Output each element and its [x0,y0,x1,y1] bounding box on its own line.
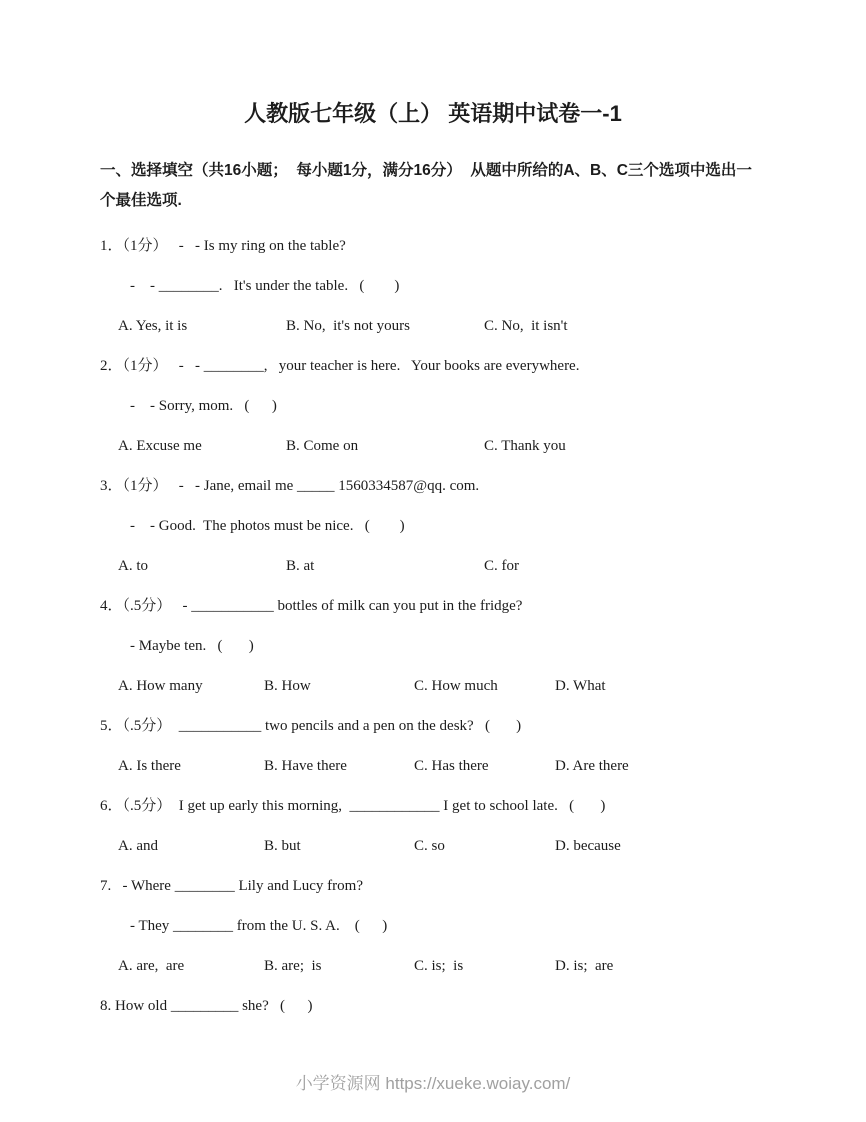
option: B. at [286,558,315,574]
option: C. for [484,558,519,574]
option: B. Have there [264,758,347,774]
question-options [100,758,766,774]
question-line: 8. How old _________ she? ( ) [100,998,313,1014]
option: C. Has there [414,758,489,774]
option: A. and [118,838,158,854]
question [100,718,766,774]
question [100,478,766,574]
option: A. Is there [118,758,181,774]
question [100,998,766,1014]
questions [100,238,766,1014]
question-line: 6．（.5分） I get up early this morning, ____________ I get to school late. ( ) [100,798,606,814]
question-options [100,318,766,334]
question [100,798,766,854]
question-line: - - ________. It's under the table. ( ) [130,278,400,294]
option: B. No, it's not yours [286,318,410,334]
question-line: 4．（.5分） - ___________ bottles of milk can you put in the fridge? [100,598,523,614]
question-line: 7. - Where ________ Lily and Lucy from? [100,878,363,894]
question-line: - Maybe ten. ( ) [130,638,254,654]
question-options [100,438,766,454]
question-line: 3．（1分） - - Jane, email me _____ 1560334587@qq. com. [100,478,480,494]
option: A. Yes, it is [118,318,188,334]
question [100,358,766,454]
option: D. is; are [555,958,614,974]
question [100,238,766,334]
option: C. so [414,838,445,854]
option: B. are; is [264,958,322,974]
question-line: - - Sorry, mom. ( ) [130,398,277,414]
footer-site-link: 小学资源网 https://xueke.woiay.com/ [295,1074,571,1093]
page-title: 人教版七年级（上） 英语期中试卷一-1 [244,101,622,126]
section-header: 一、选择填空（共16小题； 每小题1分，满分16分） 从题中所给的A、B、C三个选项中选出一个最佳选项. [100,162,752,209]
option: B. How [264,678,311,694]
question-options [100,558,766,574]
question-options [100,838,766,854]
option: A. to [118,558,148,574]
option: A. are, are [118,958,185,974]
question [100,598,766,694]
option: C. Thank you [484,438,566,454]
option: C. No, it isn't [484,318,568,334]
option: C. is; is [414,958,464,974]
option: A. How many [118,678,203,694]
option: D. because [555,838,621,854]
question-line: - - Good. The photos must be nice. ( ) [130,518,405,534]
option: C. How much [414,678,498,694]
question [100,878,766,974]
question-line: 1．（1分） - - Is my ring on the table? [100,238,346,254]
question-line: 2．（1分） - - ________, your teacher is here. Your books are everywhere. [100,358,580,374]
option: D. What [555,678,606,694]
option: D. Are there [555,758,629,774]
option: A. Excuse me [118,438,202,454]
option: B. but [264,838,301,854]
footer [0,1069,866,1094]
question-options [100,958,766,974]
option: B. Come on [286,438,359,454]
question-line: 5．（.5分） ___________ two pencils and a pen on the desk? ( ) [100,718,522,734]
question-options [100,678,766,694]
question-line: - They ________ from the U. S. A. ( ) [130,918,388,934]
